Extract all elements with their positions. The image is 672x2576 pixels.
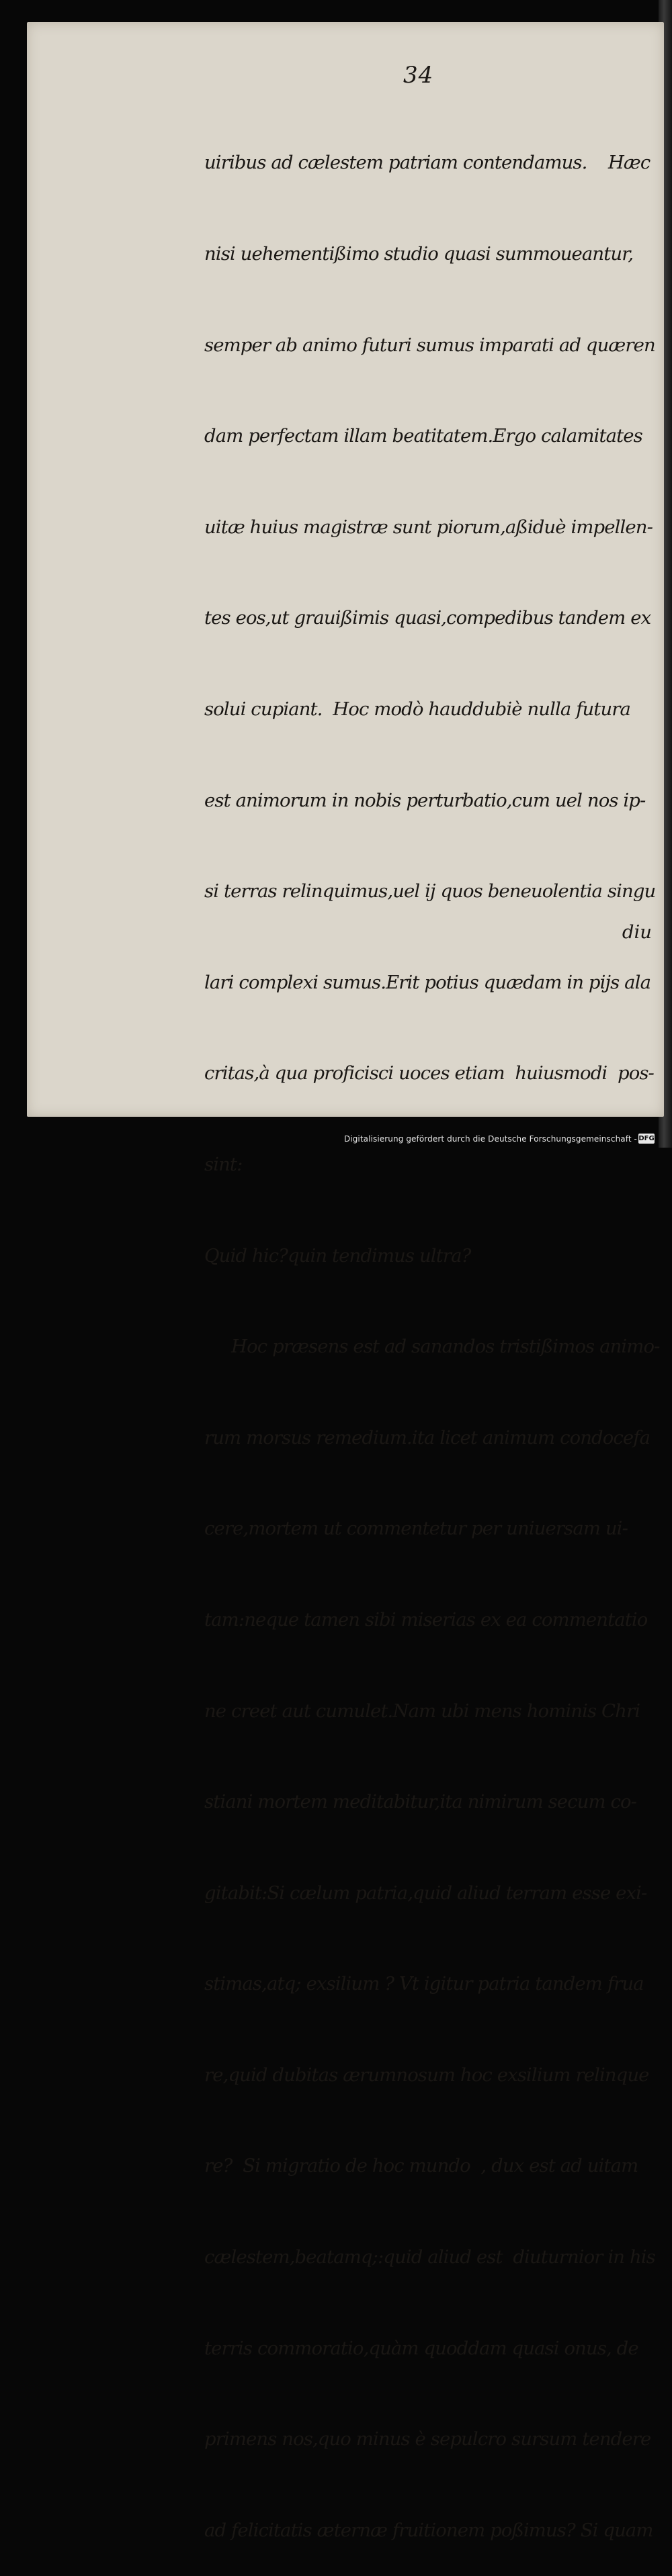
text-line: stimas,atq; exsilium ? Vt igitur patria tandem frua (204, 1973, 644, 1995)
text-line: uiribus ad cælestem patriam contendamus. Hæc (204, 152, 650, 174)
text-line: solui cupiant. Hoc modò hauddubiè nulla futura (204, 698, 631, 720)
text-line: uitæ huius magistræ sunt piorum,aßiduè impellen- (204, 516, 653, 538)
text-line: dam perfectam illam beatitatem.Ergo calamitates (204, 425, 642, 447)
verse-line: Quid hic?quin tendimus ultra? (204, 1244, 471, 1267)
paragraph-start-line: Hoc præsens est ad sanandos tristißimos animo- (231, 1336, 660, 1358)
text-line: semper ab animo futuri sumus imparati ad quæren (204, 334, 655, 356)
dfg-logo: DFG (638, 1135, 655, 1142)
catchword: diu (622, 921, 652, 943)
text-line: stiani mortem meditabitur,ita nimirum secum co- (204, 1791, 637, 1813)
text-line: terris commoratio,quàm quoddam quasi onus, de (204, 2337, 638, 2359)
text-line: critas,à qua proficisci uoces etiam huiusmodi pos- (204, 1062, 654, 1085)
text-line: lari complexi sumus.Erit potius quædam in pijs ala (204, 971, 651, 993)
text-line: cælestem,beatamq;:quid aliud est diuturnior in his (204, 2246, 655, 2268)
text-line: ne creet aut cumulet.Nam ubi mens hominis Chri (204, 1700, 640, 1722)
text-line: re,quid dubitas ærumnosum hoc exsilium relinque (204, 2064, 649, 2086)
text-line: re? Si migratio de hoc mundo , dux est ad uitam (204, 2155, 638, 2177)
digitization-credit: Digitalisierung gefördert durch die Deutsche Forschungsgemeinschaft - (343, 1134, 637, 1144)
text-line: ad felicitatis æternæ fruitionem poßimus? Si quam (204, 2519, 653, 2541)
text-line: cere,mortem ut commentetur per uniuersam ui- (204, 1518, 628, 1540)
page-number: 34 (403, 62, 434, 89)
text-line: gitabit:Si cælum patria,quid aliud terram esse exi- (204, 1882, 647, 1904)
page-body-text (204, 87, 659, 2576)
text-line: nisi uehementißimo studio quasi summoueantur, (204, 243, 634, 265)
text-line: rum morsus remedium.ita licet animum condocefa (204, 1426, 650, 1448)
text-line: est animorum in nobis perturbatio,cum uel nos ip- (204, 789, 646, 811)
text-line: tam:neque tamen sibi miserias ex ea commentatio (204, 1608, 648, 1630)
text-line: primens nos,quo minus è sepulcro sursum tendere (204, 2428, 651, 2450)
text-line: sint: (204, 1153, 243, 1175)
text-line: tes eos,ut grauißimis quasi,compedibus tandem ex (204, 607, 651, 629)
text-line: si terras relinquimus,uel ij quos beneuolentia singu (204, 880, 656, 903)
